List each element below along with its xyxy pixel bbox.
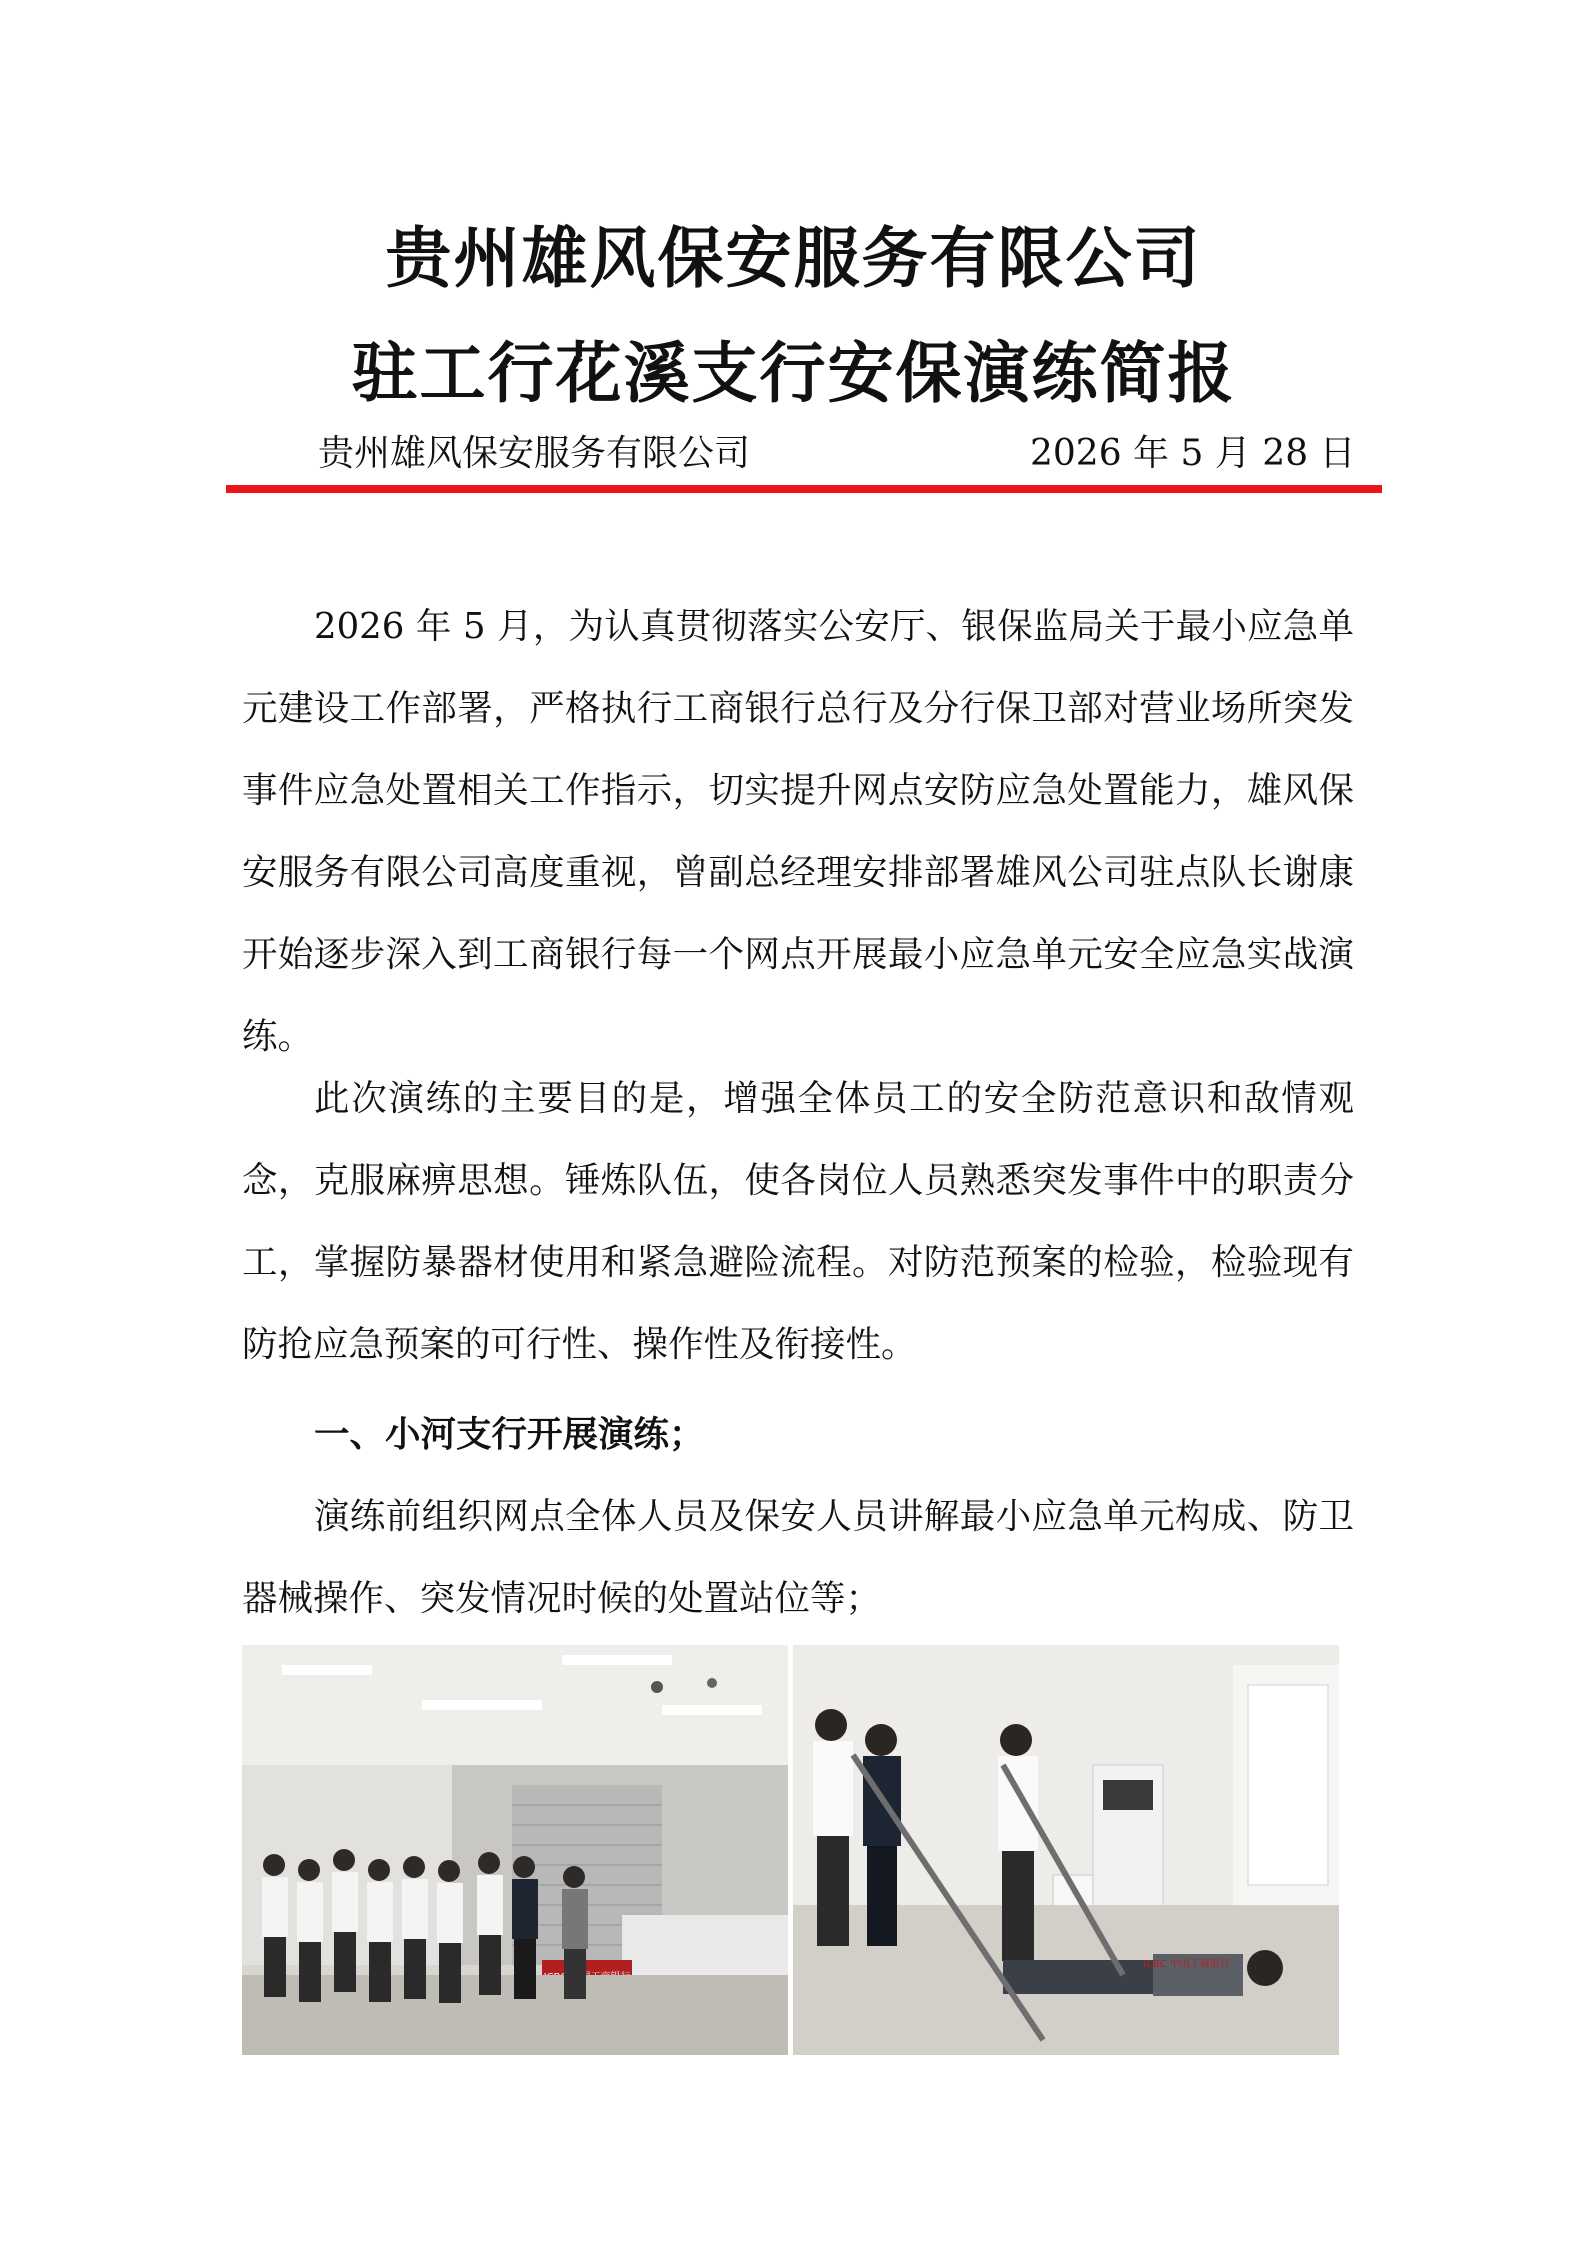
paragraph-briefing: 演练前组织网点全体人员及保安人员讲解最小应急单元构成、防卫器械操作、突发情况时候的处置站位等； (242, 1496, 1354, 1619)
photo-staff-briefing (242, 1645, 788, 2055)
right-photo-sign: ICBC 中国工商银行 (1143, 1959, 1230, 1970)
paragraph-purpose: 此次演练的主要目的是，增强全体员工的安全防范意识和敌情观念，克服麻痹思想。锤炼队伍，使各岗位人员熟悉突发事件中的职责分工，掌握防暴器材使用和紧急避险流程。对防范预案的检验，检验现有防抢应急预案的可行性、操作性及衔接性。 (242, 1078, 1354, 1365)
paragraph-intro: 2026 年 5 月，为认真贯彻落实公安厅、银保监局关于最小应急单元建设工作部署，严格执行工商银行总行及分行保卫部对营业场所突发事件应急处置相关工作指示，切实提升网点安防应急处置能力，雄风保安服务有限公司高度重视，曾副总经理安排部署雄风公司驻点队长谢康开始逐步深入到工商银行每一个网点开展最小应急单元安全应急实战演练。 (242, 606, 1354, 1057)
issuing-organization: 贵州雄风保安服务有限公司 (318, 433, 751, 474)
title-line-2: 驻工行花溪支行安保演练简报 (351, 335, 1236, 412)
title-line-1: 贵州雄风保安服务有限公司 (385, 220, 1202, 297)
photo-drill-demonstration (793, 1645, 1339, 2055)
section-heading-1: 一、小河支行开展演练； (314, 1414, 705, 1455)
issue-date: 2026 年 5 月 28 日 (1030, 433, 1356, 474)
red-header-rule (226, 485, 1382, 493)
